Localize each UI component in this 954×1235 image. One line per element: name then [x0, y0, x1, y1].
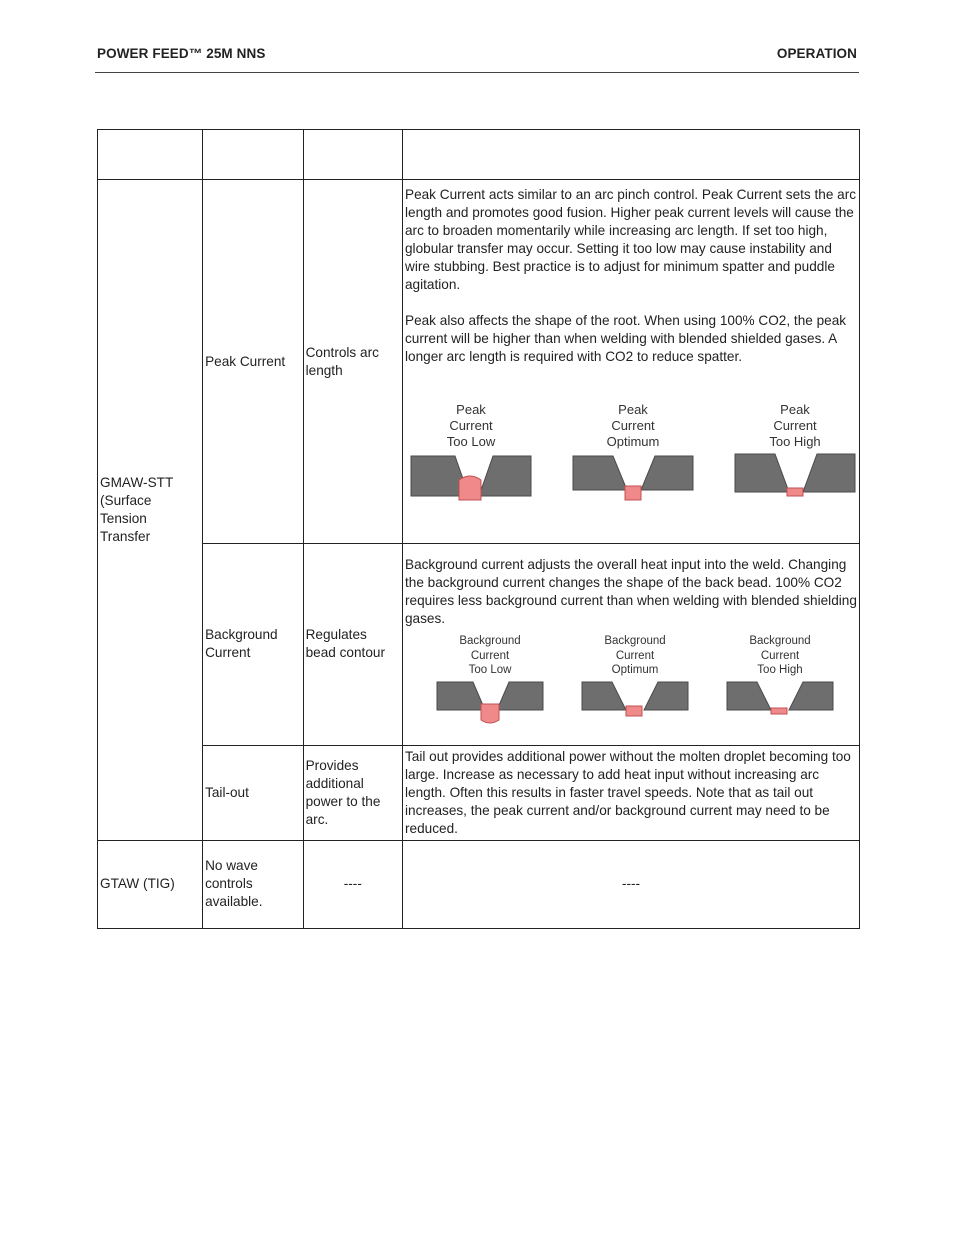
- figure-label-line3: Too Low: [446, 434, 496, 449]
- function-cell-peak-current: Controls arc length: [303, 180, 402, 544]
- header-cell-control: [203, 130, 304, 180]
- peak-current-figures: [405, 402, 857, 543]
- description-cell-background-current: [403, 544, 860, 746]
- peak-description-paragraph-2: Peak also affects the shape of the root. When using 100% CO2, the peak current will be higher than when welding with blended shielded gases. A longer arc length is required with CO2 to reduce spatter.: [405, 313, 847, 364]
- figure-label-line1: Background: [749, 635, 811, 647]
- figure-label-line3: Optimum: [606, 434, 660, 449]
- header-rule: [95, 72, 859, 73]
- function-cell-background-current: Regulates bead contour: [303, 544, 402, 746]
- wave-control-table: [97, 129, 860, 929]
- figure-label-line2: Current: [615, 649, 655, 662]
- control-cell-tail-out: Tail-out: [203, 745, 304, 840]
- table-row-background-current: [98, 544, 860, 746]
- figure-label-line1: Peak: [780, 402, 810, 417]
- figure-peak-optimum: [571, 402, 695, 507]
- control-cell-background-current: Background Current: [203, 544, 304, 746]
- figure-peak-too-high: [733, 402, 857, 507]
- control-cell-gtaw: No wave controls available.: [203, 840, 304, 928]
- background-current-figures: [405, 634, 835, 745]
- table-row-tail-out: [98, 745, 860, 840]
- description-cell-tail-out: [403, 745, 860, 840]
- background-description-paragraph: Background current adjusts the overall heat input into the weld. Changing the background current changes the shape of the back bead. 100% CO2 requires less background current than when welding with blended shielding gases.: [405, 557, 857, 626]
- table-header-row: [98, 130, 860, 180]
- figure-peak-too-low: [409, 402, 533, 507]
- table-row-peak-current: [98, 180, 860, 544]
- weld-joint-diagram: [580, 678, 690, 726]
- description-cell-gtaw: ----: [403, 840, 860, 928]
- figure-label-line2: Current: [773, 418, 817, 433]
- process-cell-gmaw-stt: GMAW-STT (Surface Tension Transfer: [98, 180, 203, 841]
- figure-label-line2: Current: [760, 649, 800, 662]
- running-header-section: OPERATION: [776, 46, 857, 61]
- figure-label-line1: Background: [459, 635, 521, 647]
- weld-joint-diagram: [435, 678, 545, 726]
- figure-background-too-high: [725, 634, 835, 731]
- figure-label-line1: Background: [604, 635, 666, 647]
- description-cell-peak-current: [403, 180, 860, 544]
- header-cell-function: [303, 130, 402, 180]
- figure-background-too-low: [435, 634, 545, 731]
- figure-background-optimum: [580, 634, 690, 731]
- function-cell-gtaw: ----: [303, 840, 402, 928]
- header-cell-description: [403, 130, 860, 180]
- tail-out-description: Tail out provides additional power without the molten droplet becoming too large. Increase as necessary to add heat input without increasing arc length. Often this results in faster travel speeds. Note that as tail out increases, the peak current and/or background current may need to be reduced.: [405, 748, 851, 836]
- figure-label-line3: Too High: [769, 434, 821, 449]
- weld-joint-diagram: [733, 450, 857, 502]
- weld-joint-diagram: [571, 450, 695, 502]
- figure-label-line2: Current: [449, 418, 493, 433]
- header-cell-process: [98, 130, 203, 180]
- figure-label-line3: Too Low: [468, 664, 512, 676]
- process-cell-gtaw: GTAW (TIG): [98, 840, 203, 928]
- running-header-title: POWER FEED™ 25M NNS: [97, 46, 266, 61]
- figure-label-line3: Optimum: [611, 664, 659, 676]
- weld-joint-diagram: [725, 678, 835, 726]
- figure-label-line2: Current: [470, 649, 510, 662]
- figure-label-line3: Too High: [757, 664, 803, 676]
- figure-label-line2: Current: [611, 418, 655, 433]
- weld-joint-diagram: [409, 450, 533, 502]
- control-cell-peak-current: Peak Current: [203, 180, 304, 544]
- figure-label-line1: Peak: [456, 402, 486, 417]
- function-cell-tail-out: Provides additional power to the arc.: [303, 745, 402, 840]
- figure-label-line1: Peak: [618, 402, 648, 417]
- table-row-gtaw: [98, 840, 860, 928]
- peak-description-paragraph-1: Peak Current acts similar to an arc pinch control. Peak Current sets the arc length and promotes good fusion. Higher peak current levels will cause the arc to broaden momentarily while increasing arc length. If set too high, globular transfer may occur. Setting it too low may cause instability and wire stubbing. Best practice is to adjust for minimum spatter and puddle agitation.: [405, 187, 857, 292]
